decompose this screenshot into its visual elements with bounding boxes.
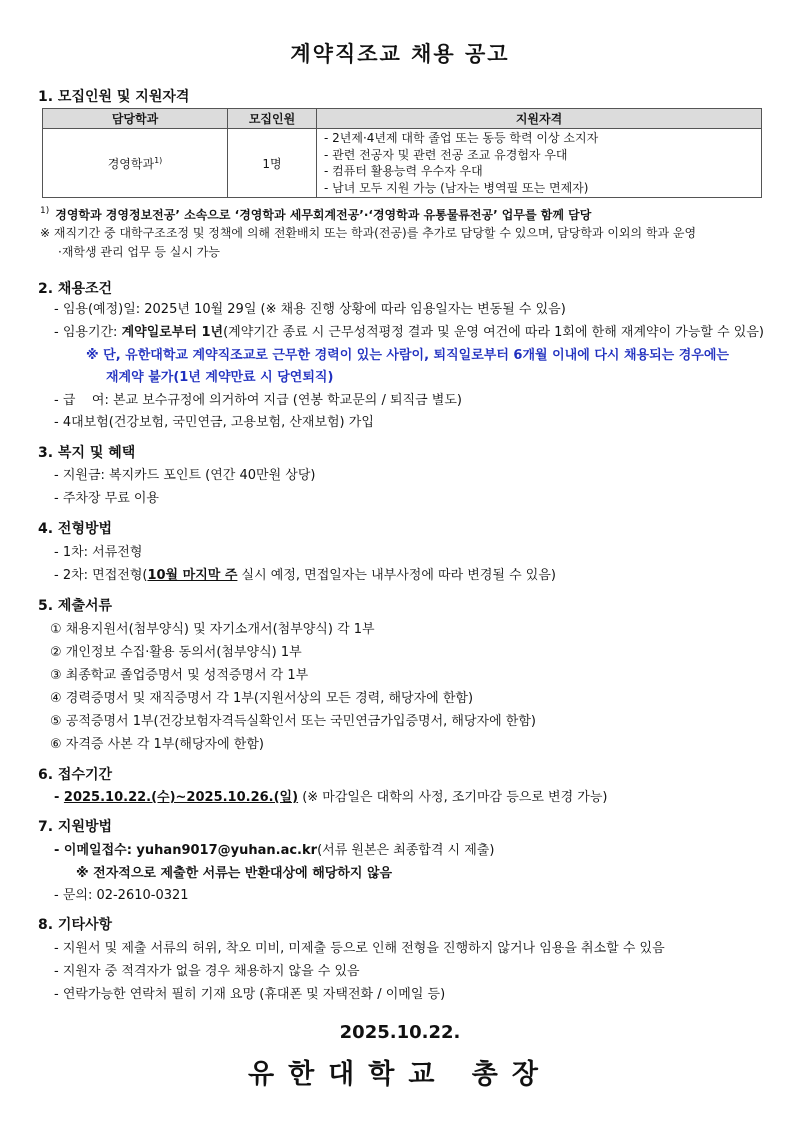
misc-line-2: - 지원자 중 적격자가 없을 경우 채용하지 않을 수 있음 (54, 964, 360, 979)
qual-item: - 관련 전공자 및 관련 전공 조교 유경험자 우대 (324, 147, 568, 162)
count-cell: 1명 (228, 129, 317, 198)
section-2-heading: 2. 채용조건 (38, 281, 113, 297)
term-line (54, 321, 764, 340)
email-note: (서류 원본은 최종합격 시 제출) (317, 843, 495, 858)
benefit-line-1: - 지원금: 복지카드 포인트 (연간 40만원 상당) (54, 468, 316, 483)
benefit-line-2: - 주차장 무료 이용 (54, 491, 159, 506)
email-address[interactable]: - 이메일접수: yuhan9017@yuhan.ac.kr (54, 843, 318, 858)
document-item: ⑤ 공적증명서 1부(건강보험자격득실확인서 또는 국민연금가입증명서, 해당자에 한함) (50, 714, 536, 729)
note-line-2: ·재학생 관리 업무 등 실시 가능 (58, 245, 220, 259)
selection-line-1: - 1차: 서류전형 (54, 545, 143, 560)
contact-line: - 문의: 02-2610-0321 (54, 888, 189, 903)
table-header-row (43, 109, 762, 129)
salary-line: - 급 여: 본교 보수규정에 의거하여 지급 (연봉 학교문의 / 퇴직금 별도) (54, 393, 462, 408)
document-item: ③ 최종학교 졸업증명서 및 성적증명서 각 1부 (50, 668, 309, 683)
document-item: ⑥ 자격증 사본 각 1부(해당자에 한함) (50, 737, 264, 752)
section-8-heading: 8. 기타사항 (38, 917, 113, 933)
qual-item: - 2년제·4년제 대학 졸업 또는 동등 학력 이상 소지자 (324, 131, 599, 145)
issuer-signature: 유한대학교 총장 (248, 1059, 552, 1090)
footnote (40, 206, 591, 223)
footnote-mark: 1) (40, 206, 50, 216)
section-5-heading: 5. 제출서류 (38, 598, 113, 614)
email-line (54, 839, 494, 858)
term-label: - 임용기간: (54, 325, 118, 340)
period-note: (※ 마감일은 대학의 사정, 조기마감 등으로 변경 가능) (298, 790, 608, 805)
reemployment-note-line-2: 재계약 불가(1년 계약만료 시 당연퇴직) (106, 370, 334, 385)
no-return-note: ※ 전자적으로 제출한 서류는 반환대상에 해당하지 않음 (76, 866, 393, 881)
note-line-1: ※ 재직기간 중 대학구조조정 및 정책에 의해 전환배치 또는 학과(전공)를 추가로 담당할 수 있으며, 담당학과 이외의 학과 운영 (40, 226, 697, 240)
footnote-text: 경영학과 경영정보전공’ 소속으로 ‘경영학과 세무회계전공’·‘경영학과 유통물류전공’ 업무를 함께 담당 (55, 208, 592, 222)
qual-item: - 남녀 모두 지원 가능 (남자는 병역필 또는 면제자) (324, 180, 589, 195)
misc-line-1: - 지원서 및 제출 서류의 허위, 착오 미비, 미제출 등으로 인해 전형을 진행하지 않거나 임용을 취소할 수 있음 (54, 941, 665, 956)
document-item: ② 개인정보 수집·활용 동의서(첨부양식) 1부 (50, 645, 302, 660)
period-dash: - (54, 790, 64, 805)
page-title: 계약직조교 채용 공고 (290, 42, 510, 66)
section-4-heading: 4. 전형방법 (38, 521, 113, 537)
section-1-heading: 1. 모집인원 및 지원자격 (38, 89, 190, 105)
selection-line-2 (54, 564, 556, 583)
interview-detail: 실시 예정, 면접일자는 내부사정에 따라 변경될 수 있음) (237, 568, 556, 583)
posting-date: 2025.10.22. (339, 1022, 461, 1043)
quals-cell (317, 129, 762, 198)
interview-week: 10월 마지막 주 (147, 568, 238, 583)
header-count: 모집인원 (228, 109, 317, 129)
document-item: ① 채용지원서(첨부양식) 및 자기소개서(첨부양식) 각 1부 (50, 622, 375, 637)
reemployment-note-line-1: ※ 단, 유한대학교 계약직조교로 근무한 경력이 있는 사람이, 퇴직일로부터 6개월 이내에 다시 채용되는 경우에는 (86, 348, 729, 363)
period-dates: 2025.10.22.(수)~2025.10.26.(일) (63, 790, 299, 805)
document-item: ④ 경력증명서 및 재직증명서 각 1부(지원서상의 모든 경력, 해당자에 한함) (50, 691, 474, 706)
interview-label: - 2차: 면접전형( (54, 568, 148, 583)
start-date-line: - 임용(예정)일: 2025년 10월 29일 (※ 채용 진행 상황에 따라 임용일자는 변동될 수 있음) (54, 302, 566, 317)
header-dept: 담당학과 (43, 109, 228, 129)
dept-name: 경영학과 (107, 156, 155, 171)
section-6-heading: 6. 접수기간 (38, 767, 113, 783)
insurance-line: - 4대보험(건강보험, 국민연금, 고용보험, 산재보험) 가입 (54, 415, 374, 430)
header-quals: 지원자격 (317, 109, 762, 129)
period-line (54, 786, 607, 805)
qual-item: - 컴퓨터 활용능력 우수자 우대 (324, 164, 483, 178)
section-7-heading: 7. 지원방법 (38, 819, 113, 835)
recruitment-table (42, 108, 762, 198)
section-3-heading: 3. 복지 및 혜택 (38, 445, 136, 461)
term-detail: (계약기간 종료 시 근무성적평정 결과 및 운영 여건에 따라 1회에 한해 재계약이 가능할 수 있음) (223, 325, 764, 340)
dept-cell (43, 129, 228, 198)
dept-footnote-mark: 1) (154, 155, 163, 165)
term-value: 계약일로부터 1년 (121, 325, 224, 340)
table-row (43, 129, 762, 198)
misc-line-3: - 연락가능한 연락처 필히 기재 요망 (휴대폰 및 자택전화 / 이메일 등) (54, 987, 446, 1002)
